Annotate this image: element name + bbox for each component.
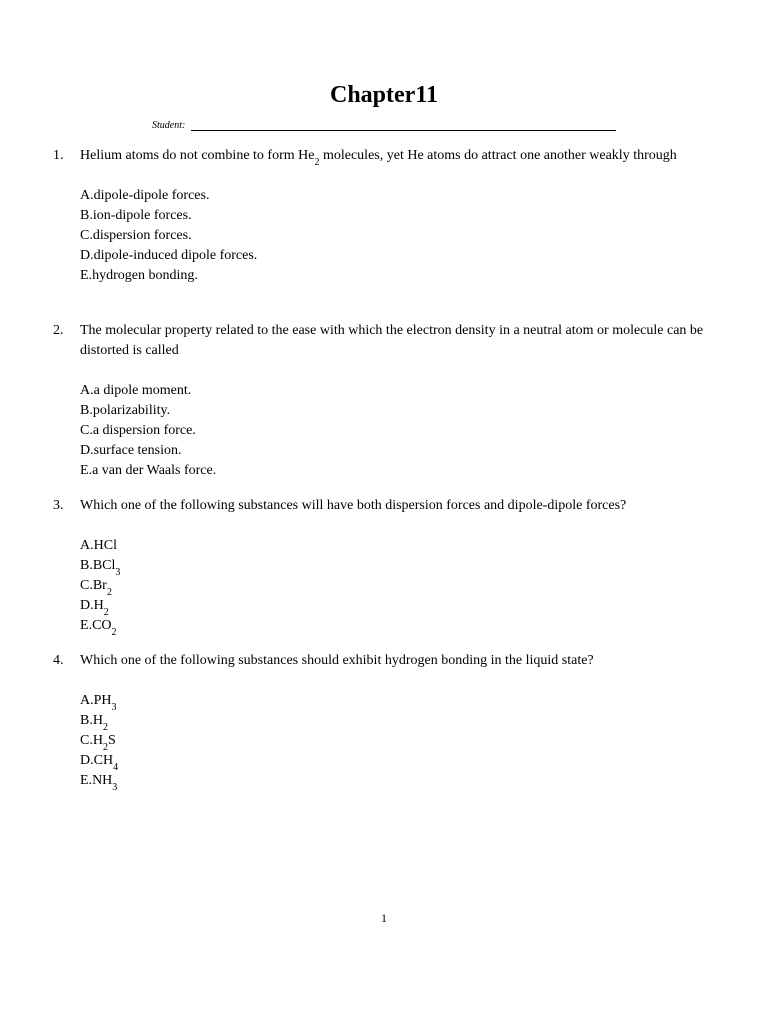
option-text: BCl [92,558,116,573]
option-text: dipole-dipole forces. [93,188,210,203]
answer-option-d [80,246,723,266]
option-text: a dispersion force. [92,423,196,438]
question-text: Which one of the following substances should exhibit hydrogen bonding in the liquid state? [80,653,594,668]
answer-option-c [80,731,723,751]
option-text: HCl [93,538,117,553]
question-3 [53,496,723,636]
answer-option-b [80,711,723,731]
option-letter: A. [80,383,94,398]
option-letter: C. [80,578,93,593]
option-text: a dipole moment. [93,383,192,398]
question-number: 3. [53,498,64,513]
student-field [152,118,616,134]
question-text-part: Helium atoms do not combine to form He [80,148,315,163]
question-text-part: molecules, yet He atoms do attract one another weakly through [319,148,677,163]
option-letter: D. [80,598,94,613]
subscript: 2 [106,587,112,598]
option-letter: D. [80,443,94,458]
subscript: 3 [115,567,121,578]
option-letter: D. [80,248,94,263]
option-letter: A. [80,188,94,203]
answer-option-c [80,421,723,441]
option-letter: D. [80,753,94,768]
option-letter: C. [80,733,93,748]
answer-option-e [80,461,723,481]
option-text: dispersion forces. [92,228,192,243]
question-number: 1. [53,148,64,163]
question-number: 4. [53,653,64,668]
option-letter: B. [80,558,93,573]
option-letter: A. [80,538,94,553]
subscript: 2 [103,607,109,618]
question-4 [53,651,723,791]
answer-options [80,186,723,286]
question-1 [53,146,723,286]
subscript: 4 [113,762,119,773]
page-number: 1 [381,911,387,925]
option-text: NH [92,773,113,788]
question-text: The molecular property related to the ease with which the electron density in a neutral atom or molecule can be distorted is called [80,323,704,358]
subscript: 2 [102,722,108,733]
option-text: H [92,713,103,728]
answer-options [80,536,723,636]
subscript: 3 [111,702,117,713]
option-text: H [93,598,104,613]
option-letter: B. [80,208,93,223]
answer-options [80,691,723,791]
subscript: 2 [314,157,320,168]
answer-option-b [80,206,723,226]
option-letter: E. [80,268,93,283]
option-text: ion-dipole forces. [92,208,192,223]
option-text: hydrogen bonding. [92,268,198,283]
option-text: PH [93,693,112,708]
question-text: Which one of the following substances will have both dispersion forces and dipole-dipole forces? [80,498,627,513]
option-text: CO [92,618,112,633]
question-2 [53,321,723,481]
answer-option-a [80,186,723,206]
question-number: 2. [53,323,64,338]
answer-option-c [80,576,723,596]
option-letter: A. [80,693,94,708]
answer-option-a [80,691,723,711]
student-name-line [191,130,616,131]
subscript: 2 [102,742,108,753]
option-text: H [92,733,103,748]
option-letter: B. [80,713,93,728]
subscript: 3 [112,782,118,793]
option-text: CH [93,753,114,768]
answer-option-b [80,556,723,576]
option-letter: E. [80,463,93,478]
answer-option-b [80,401,723,421]
answer-option-a [80,381,723,401]
option-letter: C. [80,423,93,438]
option-text: surface tension. [93,443,182,458]
answer-option-a [80,536,723,556]
page-title: Chapter11 [330,82,438,108]
answer-option-e [80,266,723,286]
answer-option-d [80,751,723,771]
option-text: polarizability. [92,403,171,418]
answer-options [80,381,723,481]
option-letter: C. [80,228,93,243]
option-text: dipole-induced dipole forces. [93,248,258,263]
option-text: Br [92,578,107,593]
subscript: 2 [111,627,117,638]
answer-option-e [80,771,723,791]
option-letter: E. [80,618,93,633]
option-letter: E. [80,773,93,788]
answer-option-d [80,441,723,461]
answer-option-e [80,616,723,636]
option-letter: B. [80,403,93,418]
option-text: a van der Waals force. [92,463,217,478]
question-text [80,146,723,166]
answer-option-c [80,226,723,246]
option-text-after: S [107,733,116,748]
answer-option-d [80,596,723,616]
student-label: Student: [152,120,186,131]
